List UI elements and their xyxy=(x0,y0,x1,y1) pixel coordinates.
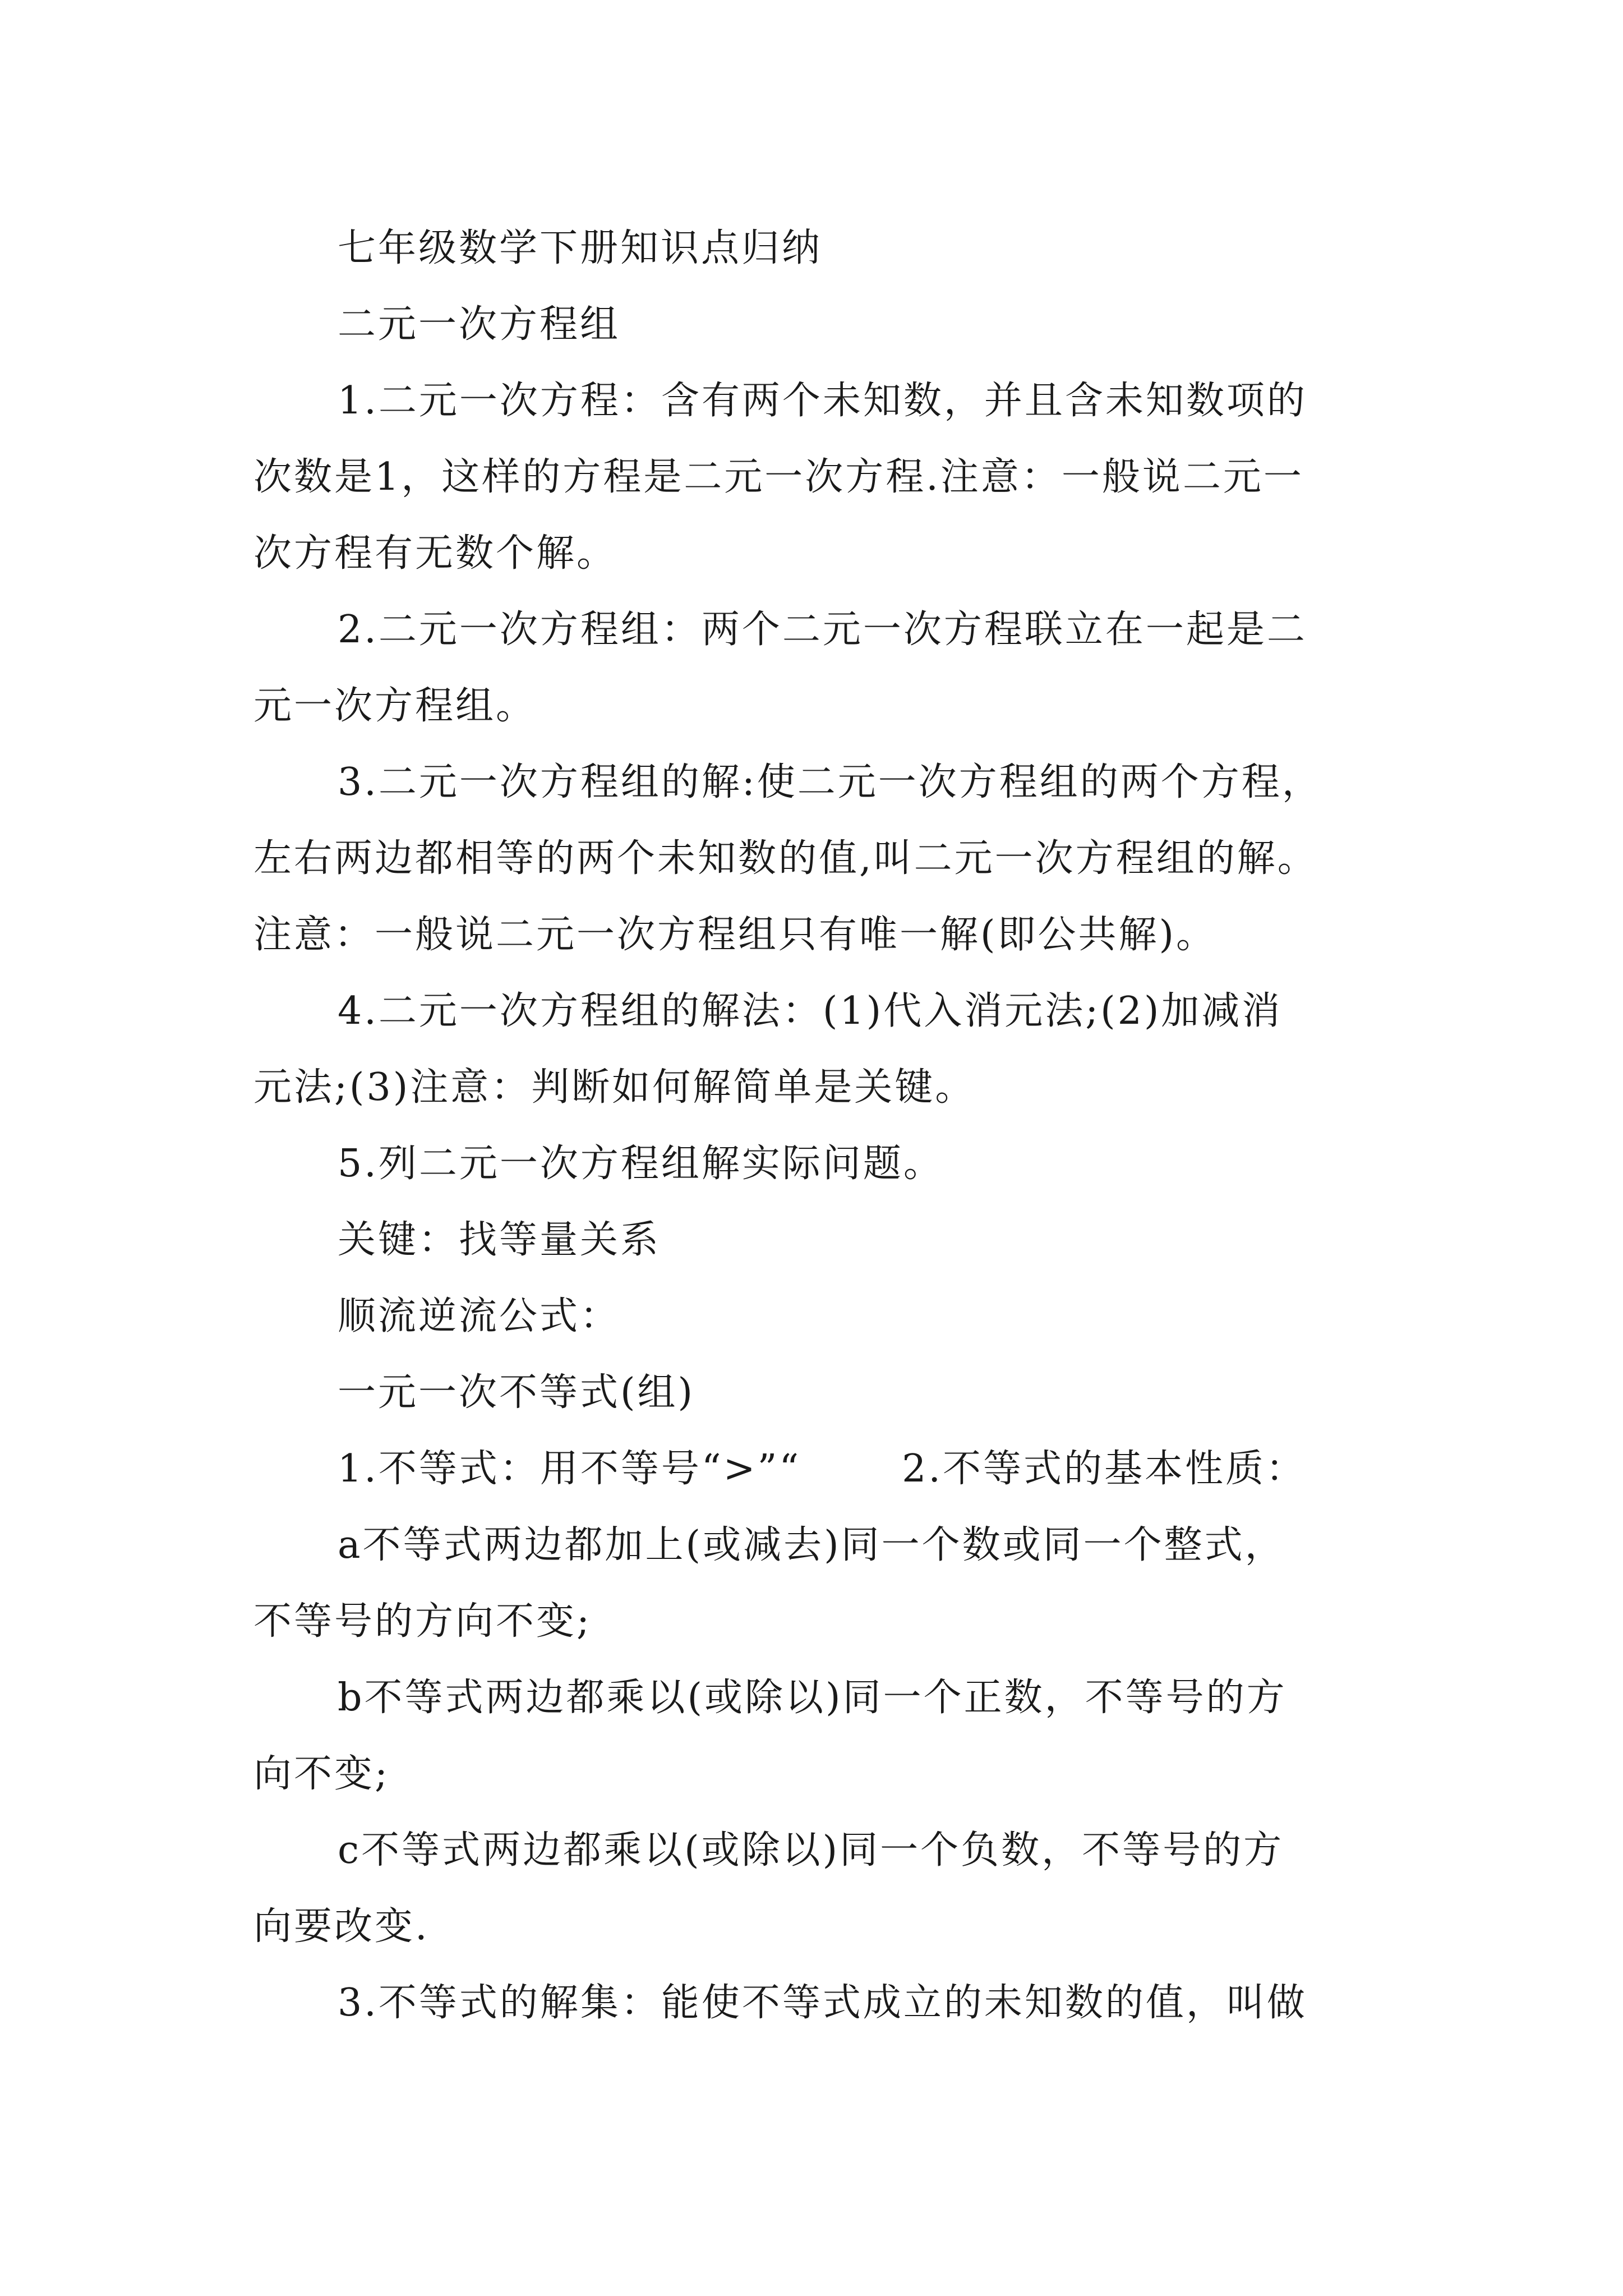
paragraph-line: 3.二元一次方程组的解:使二元一次方程组的两个方程， xyxy=(338,760,1322,804)
paragraph-line: 5.列二元一次方程组解实际问题。 xyxy=(338,1142,944,1186)
paragraph-line: 元法;(3)注意：判断如何解简单是关键。 xyxy=(253,1065,976,1110)
paragraph-line: 向不变; xyxy=(253,1752,390,1796)
paragraph-line: 二元一次方程组 xyxy=(338,302,621,347)
paragraph-line: 元一次方程组。 xyxy=(253,684,537,728)
paragraph-line: 2.二元一次方程组：两个二元一次方程联立在一起是二 xyxy=(338,608,1307,652)
paragraph-line: 1.二元一次方程：含有两个未知数，并且含未知数项的 xyxy=(338,379,1307,423)
paragraph-line: b不等式两边都乘以(或除以)同一个正数，不等号的方 xyxy=(338,1676,1287,1720)
document-body xyxy=(253,210,1381,2041)
paragraph-line: c不等式两边都乘以(或除以)同一个负数，不等号的方 xyxy=(338,1828,1284,1872)
paragraph-line: 向要改变. xyxy=(253,1904,430,1949)
paragraph-line: 一元一次不等式(组) xyxy=(338,1370,695,1415)
paragraph-line: 关键：找等量关系 xyxy=(338,1218,661,1262)
paragraph-line: 顺流逆流公式： xyxy=(338,1294,621,1338)
split-line-left: 1.不等式：用不等号“>”“ xyxy=(338,1447,801,1491)
paragraph-line: a不等式两边都加上(或减去)同一个数或同一个整式， xyxy=(338,1523,1285,1567)
paragraph-line: 注意：一般说二元一次方程组只有唯一解(即公共解)。 xyxy=(253,913,1217,957)
document-title: 七年级数学下册知识点归纳 xyxy=(338,226,823,270)
split-line-right: 2.不等式的基本性质： xyxy=(902,1447,1307,1491)
paragraph-line: 次方程有无数个解。 xyxy=(253,531,617,576)
paragraph-line: 左右两边都相等的两个未知数的值,叫二元一次方程组的解。 xyxy=(253,836,1318,881)
paragraph-line: 4.二元一次方程组的解法：(1)代入消元法;(2)加减消 xyxy=(338,989,1283,1033)
paragraph-line: 不等号的方向不变; xyxy=(253,1599,592,1644)
paragraph-line: 次数是1，这样的方程是二元一次方程.注意：一般说二元一 xyxy=(253,455,1304,499)
split-line xyxy=(253,1431,1381,1507)
paragraph-line: 3.不等式的解集：能使不等式成立的未知数的值，叫做 xyxy=(338,1981,1307,2025)
